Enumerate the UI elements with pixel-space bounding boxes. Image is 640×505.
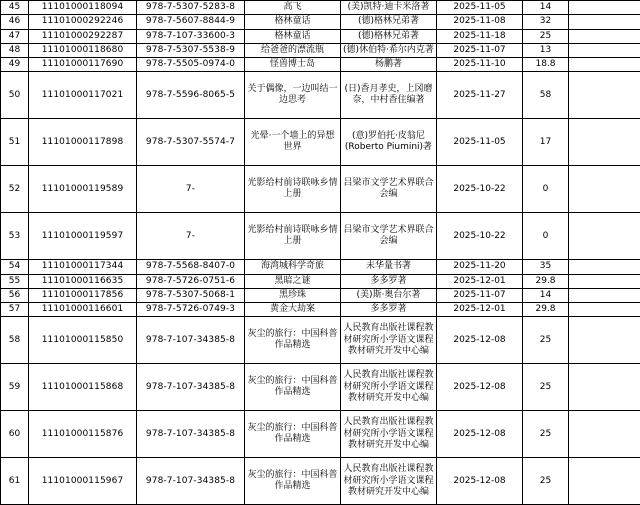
- cell-date: 2025-11-07: [437, 43, 523, 57]
- table-body: [1, 1, 640, 505]
- cell-isbn: 978-7-5607-8844-9: [137, 15, 245, 29]
- cell-author: 人民教育出版社课程教材研究所小学语文课程教材研究开发中心编: [341, 458, 437, 505]
- cell-note: [569, 260, 640, 274]
- cell-price: 29.8: [523, 303, 569, 317]
- cell-book-code: 11101000292246: [29, 15, 137, 29]
- cell-note: [569, 58, 640, 72]
- cell-date: 2025-11-20: [437, 260, 523, 274]
- cell-date: 2025-12-08: [437, 411, 523, 458]
- cell-book-code: 11101000117690: [29, 58, 137, 72]
- cell-title: 格林童话: [245, 15, 341, 29]
- cell-isbn: 7-: [137, 213, 245, 260]
- cell-title: 关于偶像，一边叫结一边思考: [245, 72, 341, 119]
- cell-index: 56: [1, 288, 29, 302]
- cell-title: 光影给村前诗联咏乡情上册: [245, 213, 341, 260]
- cell-book-code: 11101000117898: [29, 119, 137, 166]
- cell-author: 吕梁市文学艺术界联合会编: [341, 166, 437, 213]
- cell-isbn: 978-7-5726-0749-3: [137, 303, 245, 317]
- cell-isbn: 978-7-107-34385-8: [137, 317, 245, 364]
- cell-index: 61: [1, 458, 29, 505]
- table-row[interactable]: [1, 411, 640, 458]
- cell-price: 14: [523, 1, 569, 15]
- cell-title: 给爸爸的漂流瓶: [245, 43, 341, 57]
- cell-title: 灰尘的旅行：中国科普作品精选: [245, 364, 341, 411]
- cell-author: (意)罗伯托·皮翁尼(Roberto Piumini)著: [341, 119, 437, 166]
- cell-price: 0: [523, 213, 569, 260]
- cell-price: 14: [523, 288, 569, 302]
- cell-note: [569, 119, 640, 166]
- cell-author: (德)格林兄弟著: [341, 15, 437, 29]
- cell-price: 13: [523, 43, 569, 57]
- cell-price: 25: [523, 411, 569, 458]
- cell-date: 2025-11-07: [437, 288, 523, 302]
- table-row[interactable]: [1, 288, 640, 302]
- cell-price: 25: [523, 458, 569, 505]
- cell-author: 人民教育出版社课程教材研究所小学语文课程教材研究开发中心编: [341, 411, 437, 458]
- table-row[interactable]: [1, 43, 640, 57]
- table-row[interactable]: [1, 317, 640, 364]
- cell-isbn: 978-7-5596-8065-5: [137, 72, 245, 119]
- cell-index: 49: [1, 58, 29, 72]
- cell-author: 杨鹏著: [341, 58, 437, 72]
- cell-author: 人民教育出版社课程教材研究所小学语文课程教材研究开发中心编: [341, 364, 437, 411]
- cell-title: 灰尘的旅行：中国科普作品精选: [245, 317, 341, 364]
- table-row[interactable]: [1, 1, 640, 15]
- cell-date: 2025-11-10: [437, 58, 523, 72]
- table-row[interactable]: [1, 303, 640, 317]
- cell-note: [569, 317, 640, 364]
- cell-isbn: 978-7-5307-5538-9: [137, 43, 245, 57]
- cell-book-code: 11101000119597: [29, 213, 137, 260]
- cell-title: 灰尘的旅行：中国科普作品精选: [245, 411, 341, 458]
- cell-isbn: 978-7-5307-5283-8: [137, 1, 245, 15]
- cell-note: [569, 1, 640, 15]
- cell-date: 2025-12-08: [437, 458, 523, 505]
- cell-title: 黑暗之谜: [245, 274, 341, 288]
- cell-index: 47: [1, 29, 29, 43]
- cell-title: 光晕·一个墙上的异想世界: [245, 119, 341, 166]
- cell-price: 32: [523, 15, 569, 29]
- cell-isbn: 978-7-107-34385-8: [137, 411, 245, 458]
- cell-isbn: 978-7-107-34385-8: [137, 364, 245, 411]
- cell-author: 未华量书著: [341, 260, 437, 274]
- cell-isbn: 978-7-5307-5574-7: [137, 119, 245, 166]
- table-row[interactable]: [1, 72, 640, 119]
- cell-title: 海湾城科学奇旅: [245, 260, 341, 274]
- cell-author: 多多罗著: [341, 274, 437, 288]
- cell-title: 灰尘的旅行：中国科普作品精选: [245, 458, 341, 505]
- cell-date: 2025-12-08: [437, 317, 523, 364]
- cell-note: [569, 303, 640, 317]
- cell-index: 58: [1, 317, 29, 364]
- cell-date: 2025-11-05: [437, 119, 523, 166]
- cell-price: 35: [523, 260, 569, 274]
- cell-note: [569, 274, 640, 288]
- cell-note: [569, 364, 640, 411]
- cell-book-code: 11101000115967: [29, 458, 137, 505]
- cell-index: 46: [1, 15, 29, 29]
- cell-price: 17: [523, 119, 569, 166]
- table-row[interactable]: [1, 458, 640, 505]
- cell-author: (德)格林兄弟著: [341, 29, 437, 43]
- cell-index: 50: [1, 72, 29, 119]
- cell-note: [569, 72, 640, 119]
- table-row[interactable]: [1, 274, 640, 288]
- cell-author: (德)休伯特·希尔内克著: [341, 43, 437, 57]
- cell-index: 59: [1, 364, 29, 411]
- cell-price: 25: [523, 317, 569, 364]
- cell-title: 黄金大劫案: [245, 303, 341, 317]
- cell-book-code: 11101000115868: [29, 364, 137, 411]
- table-row[interactable]: [1, 364, 640, 411]
- cell-index: 60: [1, 411, 29, 458]
- cell-note: [569, 15, 640, 29]
- cell-book-code: 11101000115876: [29, 411, 137, 458]
- cell-book-code: 11101000115850: [29, 317, 137, 364]
- cell-author: 吕梁市文学艺术界联合会编: [341, 213, 437, 260]
- cell-date: 2025-12-01: [437, 274, 523, 288]
- cell-index: 53: [1, 213, 29, 260]
- cell-isbn: 978-7-107-33600-3: [137, 29, 245, 43]
- table-row[interactable]: [1, 166, 640, 213]
- cell-title: 光影给村前诗联咏乡情上册: [245, 166, 341, 213]
- cell-note: [569, 411, 640, 458]
- cell-date: 2025-10-22: [437, 213, 523, 260]
- cell-title: 高飞: [245, 1, 341, 15]
- cell-price: 25: [523, 364, 569, 411]
- cell-author: 多多罗著: [341, 303, 437, 317]
- cell-price: 0: [523, 166, 569, 213]
- cell-date: 2025-10-22: [437, 166, 523, 213]
- cell-book-code: 11101000292287: [29, 29, 137, 43]
- cell-book-code: 11101000116635: [29, 274, 137, 288]
- cell-book-code: 11101000117856: [29, 288, 137, 302]
- cell-author: (日)香月孝史，上冈磨奈，中村香住编著: [341, 72, 437, 119]
- cell-note: [569, 43, 640, 57]
- cell-isbn: 978-7-5568-8407-0: [137, 260, 245, 274]
- cell-date: 2025-11-18: [437, 29, 523, 43]
- cell-price: 25: [523, 29, 569, 43]
- cell-note: [569, 213, 640, 260]
- cell-note: [569, 29, 640, 43]
- cell-index: 48: [1, 43, 29, 57]
- cell-title: 格林童话: [245, 29, 341, 43]
- cell-note: [569, 458, 640, 505]
- cell-title: 黑珍珠: [245, 288, 341, 302]
- cell-book-code: 11101000116601: [29, 303, 137, 317]
- cell-index: 54: [1, 260, 29, 274]
- cell-price: 29.8: [523, 274, 569, 288]
- cell-note: [569, 288, 640, 302]
- cell-index: 45: [1, 1, 29, 15]
- table-row[interactable]: [1, 119, 640, 166]
- cell-price: 18.8: [523, 58, 569, 72]
- cell-date: 2025-12-01: [437, 303, 523, 317]
- cell-isbn: 7-: [137, 166, 245, 213]
- cell-author: (美)凯特·迪卡米洛著: [341, 1, 437, 15]
- cell-book-code: 11101000119589: [29, 166, 137, 213]
- cell-book-code: 11101000118680: [29, 43, 137, 57]
- cell-isbn: 978-7-5726-0751-6: [137, 274, 245, 288]
- cell-date: 2025-11-08: [437, 15, 523, 29]
- cell-price: 58: [523, 72, 569, 119]
- table-row[interactable]: [1, 213, 640, 260]
- cell-date: 2025-11-27: [437, 72, 523, 119]
- cell-book-code: 11101000117021: [29, 72, 137, 119]
- cell-index: 55: [1, 274, 29, 288]
- table-row[interactable]: [1, 58, 640, 72]
- cell-date: 2025-12-08: [437, 364, 523, 411]
- cell-isbn: 978-7-5505-0974-0: [137, 58, 245, 72]
- cell-author: 人民教育出版社课程教材研究所小学语文课程教材研究开发中心编: [341, 317, 437, 364]
- cell-title: 怪兽博士岛: [245, 58, 341, 72]
- cell-isbn: 978-7-107-34385-8: [137, 458, 245, 505]
- cell-book-code: 11101000118094: [29, 1, 137, 15]
- cell-index: 57: [1, 303, 29, 317]
- cell-index: 51: [1, 119, 29, 166]
- cell-isbn: 978-7-5307-5068-1: [137, 288, 245, 302]
- cell-date: 2025-11-05: [437, 1, 523, 15]
- cell-index: 52: [1, 166, 29, 213]
- cell-book-code: 11101000117344: [29, 260, 137, 274]
- table-row[interactable]: [1, 29, 640, 43]
- table-row[interactable]: [1, 260, 640, 274]
- table-row[interactable]: [1, 15, 640, 29]
- cell-author: (美)斯·奥台尔著: [341, 288, 437, 302]
- cell-note: [569, 166, 640, 213]
